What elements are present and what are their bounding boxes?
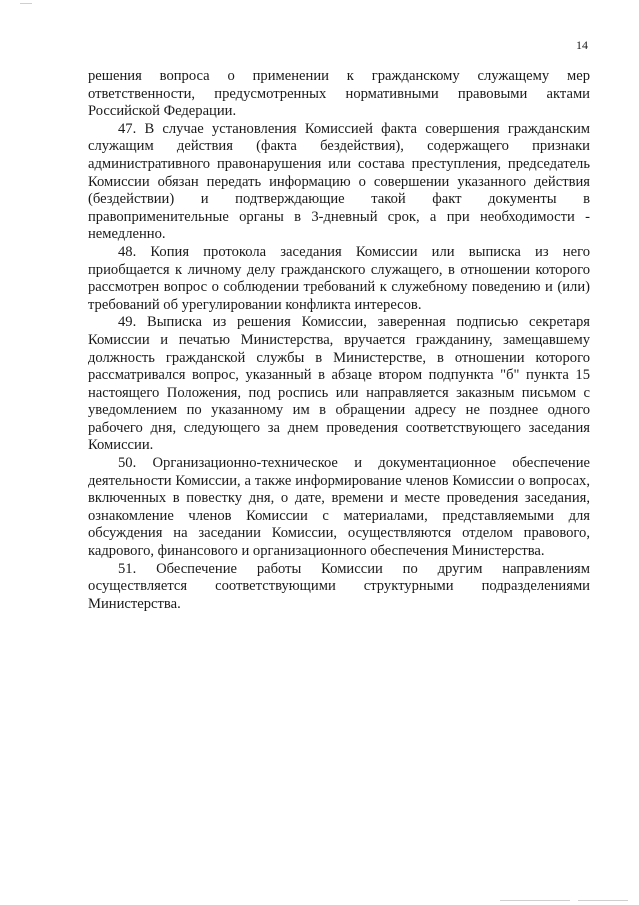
- paragraph-47: 47. В случае установления Комиссией факта совершения гражданским служащим действия (факта бездействия), содержащего признаки административного правонарушения или состава преступления, председатель Комиссии обязан передать информацию о совершении указанного действия (бездействии) и подтверждающие такой факт документы в правоприменительные органы в 3-дневный срок, а при необходимости - немедленно.: [88, 120, 590, 243]
- scan-artifact-bottom-right-a: [500, 900, 570, 901]
- paragraph-50: 50. Организационно-техническое и документационное обеспечение деятельности Комиссии, а также информирование членов Комиссии о вопросах, включенных в повестку дня, о дате, времени и месте проведения заседания, ознакомление членов Комиссии с материалами, представляемыми для обсуждения на заседании Комиссии, осуществляются отделом правового, кадрового, финансового и организационного обеспечения Министерства.: [88, 455, 590, 560]
- paragraph-continuation: решения вопроса о применении к гражданскому служащему мер ответственности, предусмотренных нормативными правовыми актами Российской Федерации.: [88, 68, 590, 120]
- paragraph-49: 49. Выписка из решения Комиссии, заверенная подписью секретаря Комиссии и печатью Министерства, вручается гражданину, замещавшему должность гражданской службы в Министерстве, в отношении которого рассматривался вопрос, указанный в абзаце втором подпункта "б" пункта 15 настоящего Положения, под роспись или направляется заказным письмом с уведомлением по указанному им в обращении адресу не позднее одного рабочего дня, следующего за днем проведения соответствующего заседания Комиссии.: [88, 314, 590, 454]
- page-number: 14: [576, 38, 588, 52]
- scan-artifact-top-left: [20, 3, 32, 4]
- paragraph-48: 48. Копия протокола заседания Комиссии или выписка из него приобщается к личному делу гражданского служащего, в отношении которого рассмотрен вопрос о соблюдении требований к служебному поведению и (или) требований об урегулировании конфликта интересов.: [88, 243, 590, 313]
- paragraph-51: 51. Обеспечение работы Комиссии по другим направлениям осуществляется соответствующими структурными подразделениями Министерства.: [88, 560, 590, 612]
- document-body: [88, 68, 590, 613]
- scan-artifact-bottom-right-b: [578, 900, 628, 901]
